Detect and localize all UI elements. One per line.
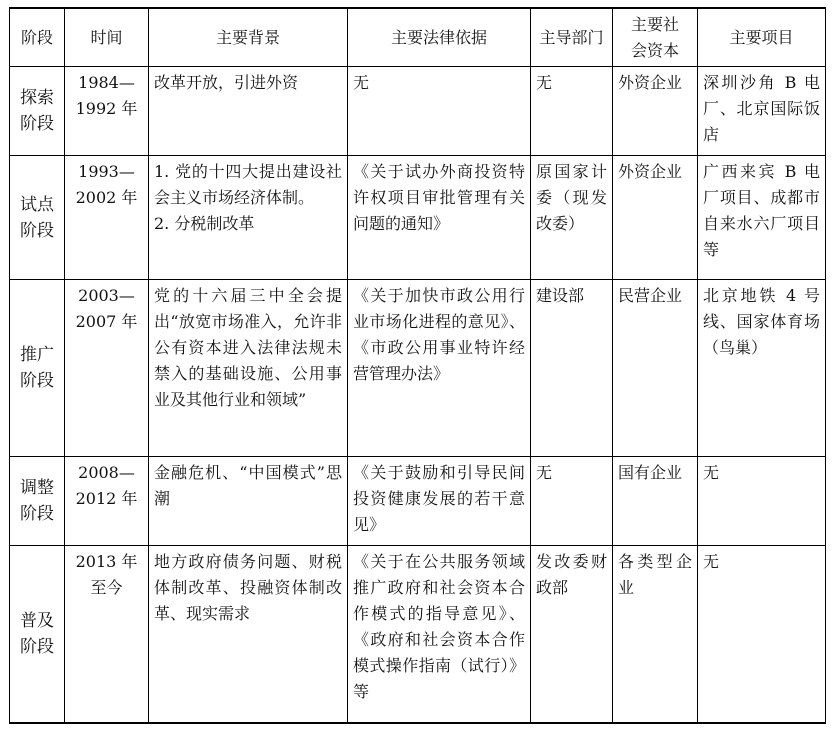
stage-cell (10, 67, 65, 156)
social-capital-cell: 国有企业 (613, 457, 698, 546)
stage-cell (10, 457, 65, 546)
time-line2: 2012 年 (75, 489, 138, 508)
time-cell (65, 280, 149, 457)
background-cell (149, 457, 348, 546)
time-line1: 1993— (78, 162, 135, 181)
legal-basis-cell: 《关于在公共服务领域推广政府和社会资本合作模式的指导意见》、《政府和社会资本合作模式操作指南（试行）》等 (348, 546, 531, 724)
background-text: 改革开放，引进外资 (154, 73, 299, 92)
social-capital-cell: 外资企业 (613, 156, 698, 280)
social-capital-cell: 各类型企业 (613, 546, 698, 724)
background-text: 2. 分税制改革 (154, 214, 255, 233)
projects-cell: 无 (698, 546, 826, 724)
projects-cell: 北京地铁 4 号线、国家体育场（鸟巢） (698, 280, 826, 457)
time-cell (65, 457, 149, 546)
stage-line2: 阶段 (20, 371, 54, 391)
header-time: 时间 (65, 8, 149, 67)
header-social-capital-line1: 主要社 (630, 14, 679, 34)
header-projects: 主要项目 (698, 8, 826, 67)
projects-cell: 广西来宾 B 电厂项目、成都市自来水六厂项目等 (698, 156, 826, 280)
time-cell (65, 67, 149, 156)
background-cell (149, 67, 348, 156)
header-department: 主导部门 (531, 8, 613, 67)
department-cell: 原国家计委（现发改委） (531, 156, 613, 280)
time-cell (65, 546, 149, 724)
table-row (10, 156, 826, 280)
stage-cell (10, 280, 65, 457)
legal-basis-cell: 《关于鼓励和引导民间投资健康发展的若干意见》 (348, 457, 531, 546)
legal-basis-cell: 无 (348, 67, 531, 156)
department-cell: 建设部 (531, 280, 613, 457)
department-cell: 无 (531, 67, 613, 156)
social-capital-cell: 外资企业 (613, 67, 698, 156)
header-social-capital-line2: 会资本 (630, 40, 679, 60)
legal-basis-cell: 《关于试办外商投资特许权项目审批管理有关问题的通知》 (348, 156, 531, 280)
background-text: 金融危机、“中国模式”思潮 (154, 463, 342, 508)
ppp-stages-table (9, 7, 826, 724)
stage-line1: 普及 (20, 611, 54, 631)
time-line1: 2003— (78, 286, 135, 305)
department-cell: 发改委财政部 (531, 546, 613, 724)
stage-cell (10, 156, 65, 280)
time-line2: 至今 (90, 578, 123, 597)
background-text: 党的十六届三中全会提出“放宽市场准入，允许非公有资本进入法律法规未禁入的基础设施、公用事业及其他行业和领域” (154, 286, 342, 409)
stage-line1: 调整 (20, 478, 54, 498)
projects-cell: 深圳沙角 B 电厂、北京国际饭店 (698, 67, 826, 156)
background-cell (149, 156, 348, 280)
stage-line2: 阶段 (20, 504, 54, 524)
header-stage: 阶段 (10, 8, 65, 67)
stage-cell (10, 546, 65, 724)
stage-line2: 阶段 (20, 637, 54, 657)
time-line1: 1984— (78, 73, 135, 92)
legal-basis-cell: 《关于加快市政公用行业市场化进程的意见》、《市政公用事业特许经营管理办法》 (348, 280, 531, 457)
social-capital-cell: 民营企业 (613, 280, 698, 457)
background-cell (149, 280, 348, 457)
stage-line1: 探索 (20, 88, 54, 108)
department-cell: 无 (531, 457, 613, 546)
time-line1: 2013 年 (75, 552, 138, 571)
projects-cell: 无 (698, 457, 826, 546)
stage-line1: 试点 (20, 194, 54, 215)
header-legal-basis: 主要法律依据 (348, 8, 531, 67)
background-text: 1. 党的十四大提出建设社会主义市场经济体制。 (154, 162, 342, 207)
stage-line2: 阶段 (20, 114, 54, 134)
time-line1: 2008— (78, 463, 135, 482)
table-row (10, 546, 826, 724)
table-row (10, 67, 826, 156)
table-row (10, 457, 826, 546)
time-cell (65, 156, 149, 280)
stage-line2: 阶段 (20, 220, 54, 241)
time-line2: 2002 年 (75, 188, 138, 207)
background-cell (149, 546, 348, 724)
table-row (10, 280, 826, 457)
time-line2: 1992 年 (75, 99, 138, 118)
header-background: 主要背景 (149, 8, 348, 67)
header-row (10, 8, 826, 67)
background-text: 地方政府债务问题、财税体制改革、投融资体制改革、现实需求 (154, 552, 342, 623)
time-line2: 2007 年 (75, 312, 138, 331)
header-social-capital (613, 8, 698, 67)
stage-line1: 推广 (20, 345, 54, 365)
